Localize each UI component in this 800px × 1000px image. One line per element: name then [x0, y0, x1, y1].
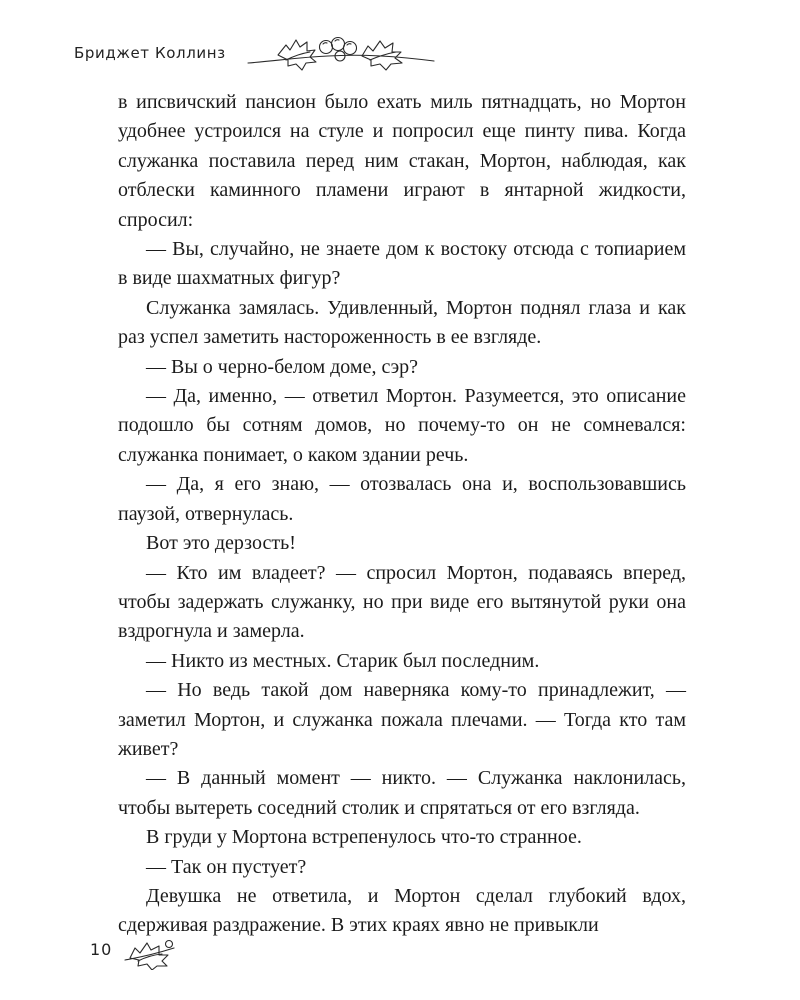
running-header: [74, 30, 494, 78]
page-number: 10: [90, 940, 113, 959]
paragraph: — Кто им владеет? — спросил Мортон, подаваясь вперед, чтобы задержать служанку, но при виде его вытянутой руки она вздрогнула и замерла.: [118, 561, 686, 643]
paragraph: — Да, именно, — ответил Мортон. Разумеется, это описание подошло бы сотням домов, но почему-то он не сомневался: служанка понимает, о каком здании речь.: [118, 385, 686, 466]
paragraph: — В данный момент — никто. — Служанка наклонилась, чтобы вытереть соседний столик и спрятаться от его взгляда.: [118, 767, 686, 819]
holly-leaf-icon: [122, 934, 178, 975]
running-header-author: Бриджет Коллинз: [74, 44, 226, 62]
paragraph: — Так он пустует?: [146, 855, 307, 878]
paragraph: Служанка замялась. Удивленный, Мортон поднял глаза и как раз успел заметить настороженность в ее взгляде.: [118, 296, 686, 349]
paragraph: — Но ведь такой дом наверняка кому-то принадлежит, — заметил Мортон, и служанка пожала плечами. — Тогда кто там живет?: [118, 679, 686, 760]
page-footer: [90, 934, 290, 974]
paragraph: — Никто из местных. Старик был последним.: [146, 649, 540, 672]
paragraph: — Вы о черно-белом доме, сэр?: [146, 355, 419, 378]
paragraph: в ипсвичский пансион было ехать миль пятнадцать, но Мортон удобнее устроился на стуле и попросил еще пинту пива. Когда служанка поставила перед ним стакан, Мортон, наблюдая, как отблески каминного пламени играют в янтарной жидкости, спросил:: [118, 91, 686, 231]
paragraph: — Вы, случайно, не знаете дом к востоку отсюда с топиарием в виде шахматных фигур?: [118, 238, 686, 290]
paragraph: Девушка не ответила, и Мортон сделал глубокий вдох, сдерживая раздражение. В этих краях явно не привыкли: [118, 884, 686, 937]
holly-sprig-icon: [244, 30, 444, 83]
paragraph: В груди у Мортона встрепенулось что-то странное.: [146, 826, 582, 849]
body-text: [118, 88, 686, 941]
paragraph: Вот это дерзость!: [146, 532, 296, 555]
paragraph: — Да, я его знаю, — отозвалась она и, воспользовавшись паузой, отвернулась.: [118, 473, 686, 525]
